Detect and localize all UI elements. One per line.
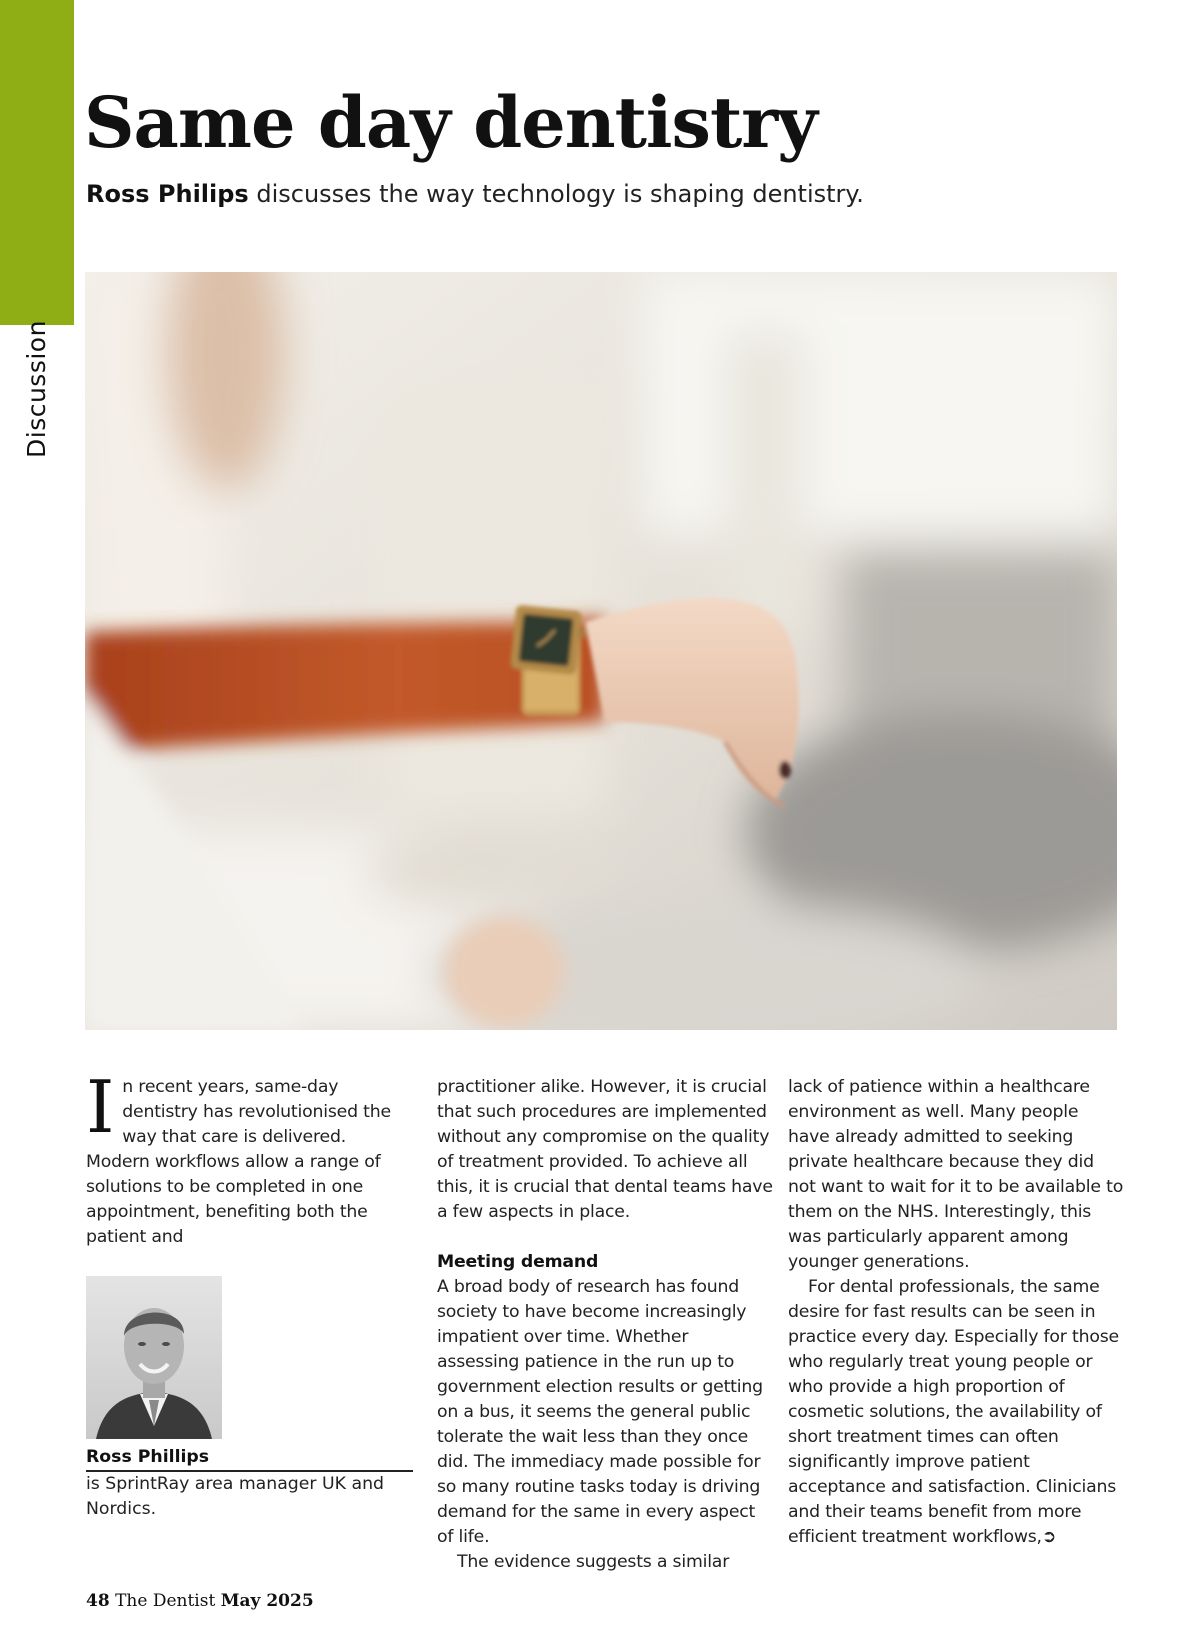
column-3-paragraph-1: lack of patience within a healthcare environment as well. Many people have already admitted to seeking private healthcare because they did not want to wait for it to be available to them on the NHS. Interestingly, this was particularly apparent among younger generations. [788, 1077, 1124, 1272]
column-3-paragraph-2-text: For dental professionals, the same desire for fast results can be seen in practice every day. Especially for those who regularly treat young people or who provide a high proportion of cosmetic solutions, the availability of short treatment times can often significantly improve patient acceptance and satisfaction. Clinicians and their teams benefit from more efficient treatment workflows, [788, 1277, 1119, 1547]
continue-arrow-icon: ➲ [1041, 1527, 1057, 1547]
column-3-paragraph-2 [788, 1275, 1124, 1550]
section-label: Discussion [22, 320, 51, 458]
subheading-meeting-demand: Meeting demand [437, 1252, 599, 1272]
hero-photo [85, 272, 1117, 1030]
issue-date: May 2025 [220, 1591, 314, 1611]
drop-cap: I [86, 1065, 115, 1149]
column-2-intro: practitioner alike. However, it is crucial that such procedures are implemented without any compromise on the quality of treatment provided. To achieve all this, it is crucial that dental teams have a few aspects in place. [437, 1077, 773, 1222]
author-portrait [86, 1276, 222, 1439]
column-2-paragraph-1: A broad body of research has found society to have become increasingly impatient over time. Whether assessing patience in the run up to government election results or getting on a bus, it seems the general public tolerate the wait less than they once did. The immediacy made possible for so many routine tasks today is driving demand for the same in every aspect of life. [437, 1277, 763, 1547]
page-footer [86, 1591, 314, 1611]
article-column-2 [437, 1075, 773, 1575]
section-accent-bar [0, 0, 74, 325]
article-title: Same day dentistry [84, 81, 817, 164]
standfirst-author: Ross Philips [86, 180, 249, 208]
page-number: 48 [86, 1591, 110, 1611]
bio-name: Ross Phillips [86, 1445, 413, 1472]
publication-name: The Dentist [115, 1591, 216, 1611]
article-column-1 [86, 1065, 412, 1250]
standfirst-text: discusses the way technology is shaping dentistry. [248, 180, 864, 208]
standfirst [86, 180, 864, 208]
column-2-paragraph-2: The evidence suggests a similar [457, 1552, 730, 1572]
bio-text: is SprintRay area manager UK and Nordics. [86, 1474, 384, 1519]
article-column-3 [788, 1075, 1124, 1550]
column-1-text: n recent years, same-day dentistry has revolutionised the way that care is delivered. Modern workflows allow a range of solutions to be completed in one appointment, benefiting both the patient and [86, 1077, 391, 1247]
